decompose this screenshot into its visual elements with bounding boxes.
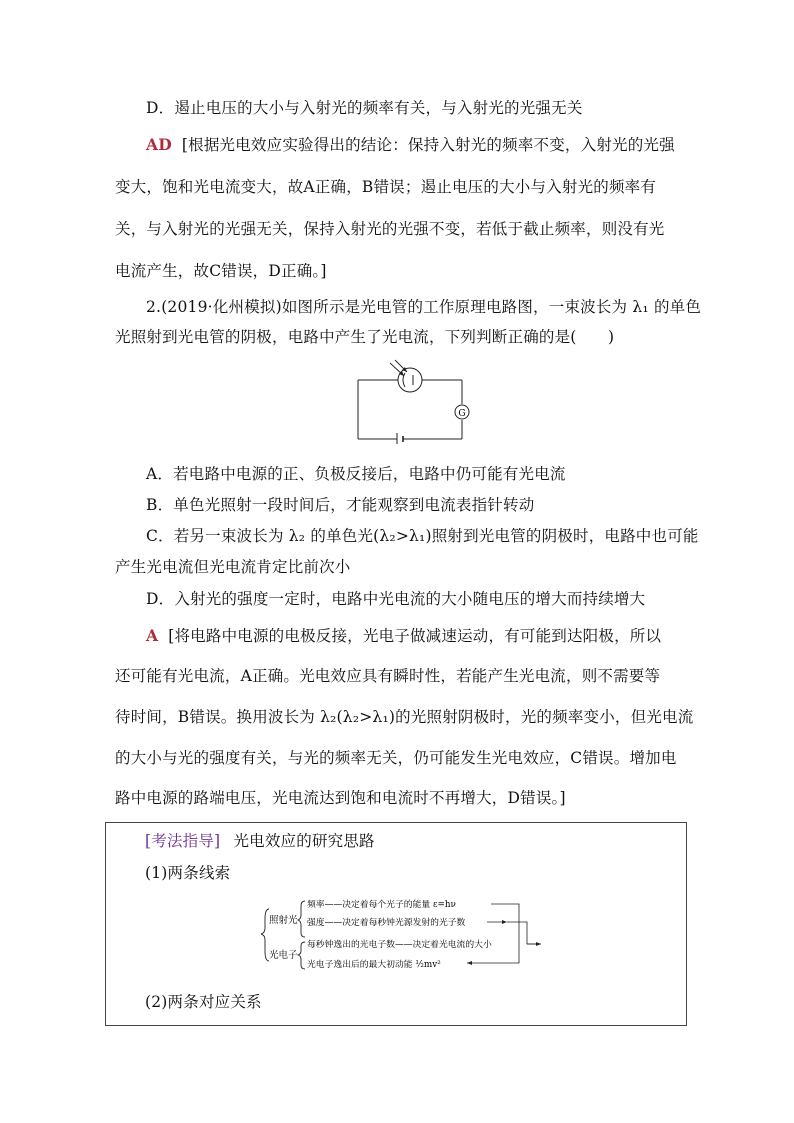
clue-row-intensity: 强度——决定着每秒钟光源发射的光子数 [307,918,466,928]
group-label-light: 照射光 [269,915,298,926]
q2-stem-1: 2.(2019·化州模拟)如图所示是光电管的工作原理电路图，一束波长为 λ₁ 的单色 [146,298,702,316]
q2-answer: A [146,626,159,645]
circuit-diagram [350,358,475,444]
guide-sub-2: (2)两条对应关系 [145,993,262,1011]
q1-expl-1: [根据光电效应实验得出的结论：保持入射光的频率不变，入射光的光强 [181,136,675,154]
group-label-electron: 光电子 [269,950,298,961]
guide-tag: [考法指导] [145,832,221,850]
q2-expl-1: [将电路中电源的电极反接，光电子做减速运动，有可能到达阳极，所以 [168,627,662,645]
q2-option-c-1: C．若另一束波长为 λ₂ 的单色光(λ₂>λ₁)照射到光电管的阴极时，电路中也可能 [146,527,699,545]
method-guide-box [105,822,687,1026]
q2-expl-2: 还可能有光电流，A正确。光电效应具有瞬时性，若能产生光电流，则不需要等 [115,667,661,685]
q2-answer-line [146,624,661,646]
clue-row-frequency: 频率——决定着每个光子的能量 ε=hν [307,900,456,910]
q2-option-a: A．若电路中电源的正、负极反接后，电路中仍可能有光电流 [146,465,566,483]
q2-option-d: D．入射光的强度一定时，电路中光电流的大小随电压的增大而持续增大 [146,590,646,608]
clue-diagram [261,895,556,973]
q1-expl-4: 电流产生，故C错误，D正确。] [115,262,327,280]
q1-answer-line [146,133,675,155]
q2-expl-4: 的大小与光的强度有关，与光的频率无关，仍可能发生光电效应，C错误。增加电 [115,749,677,767]
q1-option-d: D．遏止电压的大小与入射光的频率有关，与入射光的光强无关 [146,99,583,117]
guide-heading [145,829,375,851]
galvanometer-label: G [458,409,466,419]
guide-title: 光电效应的研究思路 [233,832,375,850]
q1-answer: AD [146,135,172,154]
q2-option-b: B．单色光照射一段时间后，才能观察到电流表指针转动 [146,496,535,514]
guide-sub-1: (1)两条线索 [145,864,231,882]
clue-row-max-kinetic-energy: 光电子逸出后的最大初动能 ½mv² [307,960,441,970]
clue-row-photoelectron-count: 每秒钟逸出的光电子数——决定着光电流的大小 [307,940,492,950]
q2-stem-2: 光照射到光电管的阴极，电路中产生了光电流，下列判断正确的是( ) [115,328,615,346]
q2-expl-3: 待时间，B错误。换用波长为 λ₂(λ₂>λ₁)的光照射阴极时，光的频率变小，但光电流 [115,708,694,726]
q1-expl-2: 变大，饱和光电流变大，故A正确，B错误；遏止电压的大小与入射光的频率有 [115,178,657,196]
q2-expl-5: 路中电源的路端电压，光电流达到饱和电流时不再增大，D错误。] [115,789,566,807]
q1-expl-3: 关，与入射光的光强无关，保持入射光的光强不变，若低于截止频率，则没有光 [115,220,665,238]
q2-option-c-2: 产生光电流但光电流肯定比前次小 [115,558,351,576]
